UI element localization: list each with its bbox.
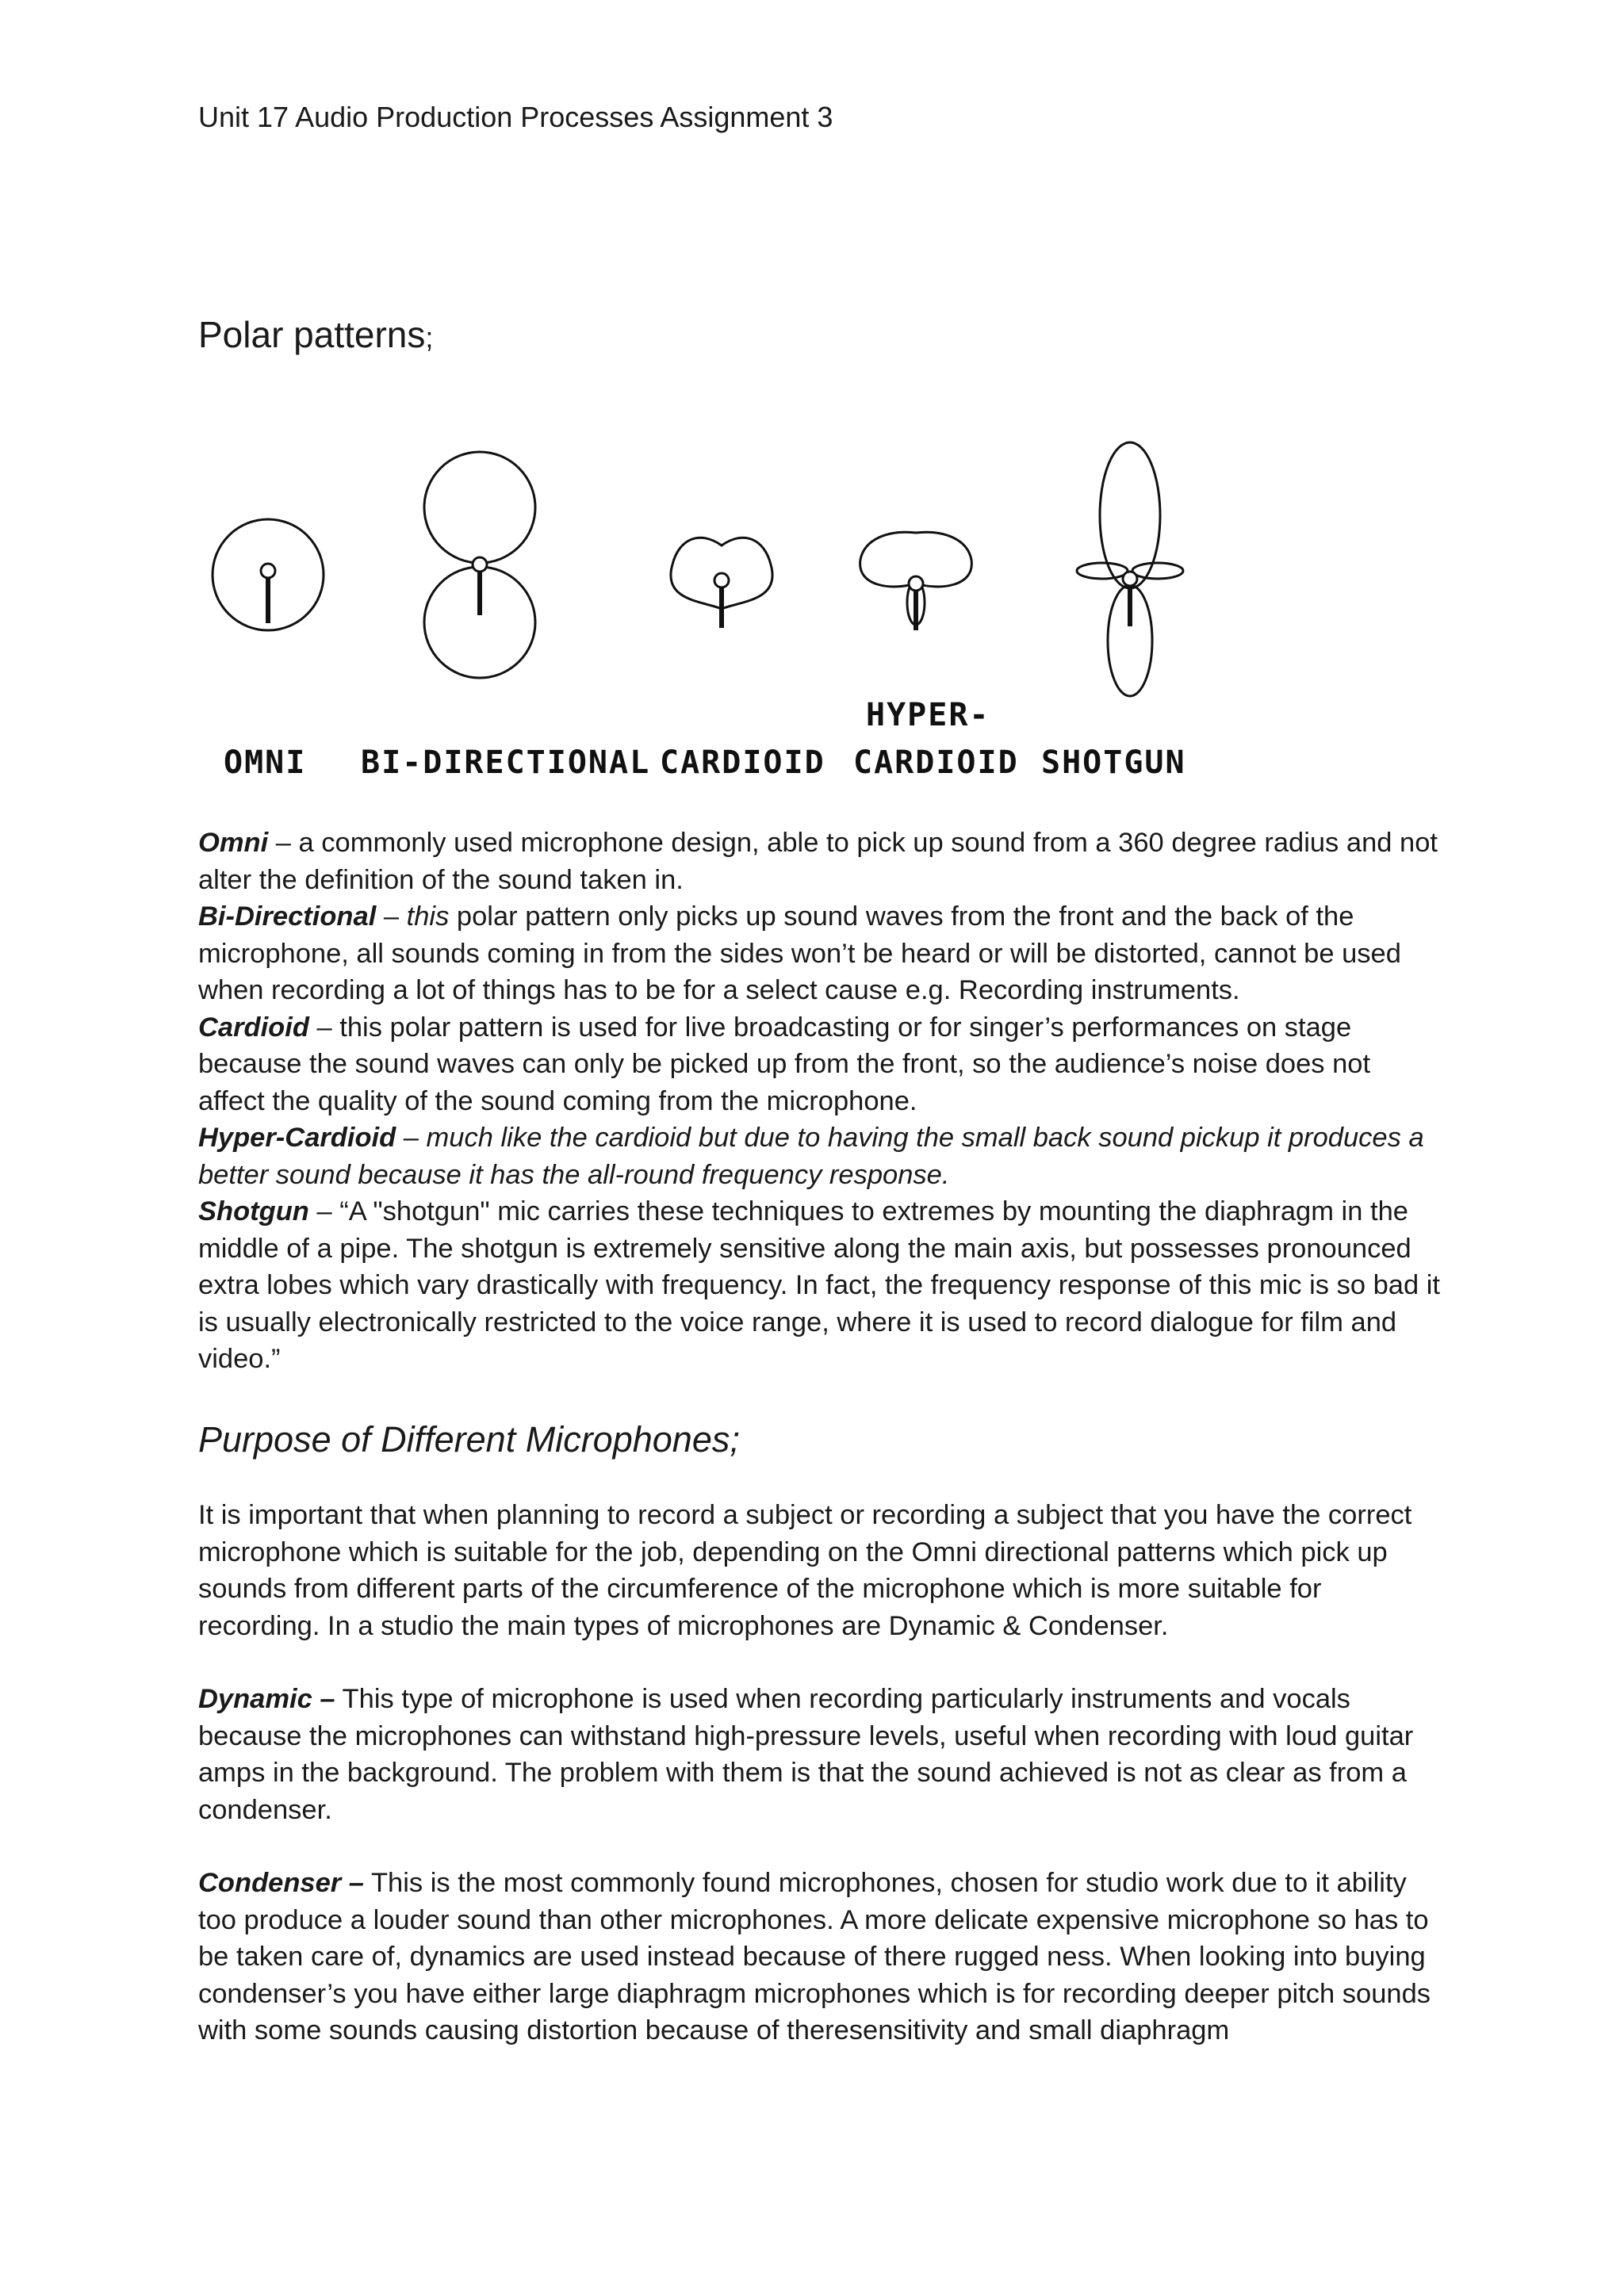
dynamic-paragraph xyxy=(198,1681,1443,1828)
shotgun-text: “A "shotgun" mic carries these techniques to extremes by mounting the diaphragm in the middle of a pipe. The shotgun is extremely sensitive along the main axis, but possesses pronounced extra lobes which vary drastically with frequency. In fact, the frequency response of this mic is so bad it is usually electronically restricted to the voice range, where it is used to record dialogue for film and video.” xyxy=(198,1196,1440,1374)
dynamic-text: This type of microphone is used when recording particularly instruments and vocals because the microphones can withstand high-pressure levels, useful when recording with loud guitar amps in the background. The problem with them is that the sound achieved is not as clear as from a condenser. xyxy=(198,1684,1414,1825)
cardioid-label: CARDIOID xyxy=(660,744,825,781)
omni-definition xyxy=(198,825,1443,898)
hypercardioid-label-top: HYPER- xyxy=(866,697,990,733)
document-header: Unit 17 Audio Production Processes Assignment 3 xyxy=(198,101,833,133)
omni-dash: – xyxy=(268,828,299,858)
shotgun-definition xyxy=(198,1193,1443,1378)
omni-pattern xyxy=(213,519,324,630)
omni-term: Omni xyxy=(198,828,269,858)
hypercardioid-pattern xyxy=(860,532,972,630)
cardioid-term: Cardioid xyxy=(198,1012,309,1043)
purpose-intro xyxy=(198,1497,1443,1644)
shotgun-label: SHOTGUN xyxy=(1041,744,1186,781)
cardioid-definition xyxy=(198,1009,1443,1120)
bidirectional-dash: – xyxy=(376,901,407,932)
hypercardioid-definition xyxy=(198,1119,1443,1193)
polar-patterns-diagram xyxy=(198,428,1213,793)
bidirectional-text: polar pattern only picks up sound waves from the front and the back of the microphone, all sounds coming in from the sides won’t be heard or will be distorted, cannot be used when recording a lot of things has to be for a select cause e.g. Recording instruments. xyxy=(198,901,1401,1005)
shotgun-pattern xyxy=(1077,442,1183,696)
bidirectional-term: Bi-Directional xyxy=(198,901,377,932)
purpose-intro-text: It is important that when planning to record a subject or recording a subject that you have the correct microphone which is suitable for the job, depending on the Omni directional patterns which pick up sounds from different parts of the circumference of the microphone which is more suitable for recording. In a studio the main types of microphones are Dynamic & Condenser. xyxy=(198,1500,1412,1641)
bidirectional-definition xyxy=(198,898,1443,1009)
cardioid-pattern xyxy=(671,538,772,628)
hypercardioid-text: – much like the cardioid but due to having the small back sound pickup it produces a better sound because it has the all-round frequency response. xyxy=(198,1123,1424,1190)
polar-definitions xyxy=(198,825,1443,1378)
condenser-term: Condenser – xyxy=(198,1868,364,1898)
cardioid-text: this polar pattern is used for live broadcasting or for singer’s performances on stage because the sound waves can only be picked up from the front, so the audience’s noise does not affect the quality of the sound coming from the microphone. xyxy=(198,1012,1371,1116)
condenser-text: This is the most commonly found microphones, chosen for studio work due to it ability too produce a louder sound than other microphones. A more delicate expensive microphone so has to be taken care of, dynamics are used instead because of there rugged ness. When looking into buying condenser’s you have either large diaphragm microphones which is for recording deeper pitch sounds with some sounds causing distortion because of theresensitivity and small diaphragm xyxy=(198,1868,1431,2045)
polar-patterns-figure xyxy=(198,428,1213,793)
polar-patterns-heading-text: Polar patterns xyxy=(198,314,426,355)
bidirectional-italic-word: this xyxy=(406,901,450,932)
condenser-paragraph xyxy=(198,1865,1443,2049)
shotgun-dash: – xyxy=(308,1196,340,1226)
omni-text: a commonly used microphone design, able to pick up sound from a 360 degree radius and not alter the definition of the sound taken in. xyxy=(198,828,1438,895)
hypercardioid-term: Hyper-Cardioid xyxy=(198,1123,396,1153)
dynamic-section xyxy=(198,1681,1443,1828)
bidirectional-pattern xyxy=(424,452,535,678)
shotgun-term: Shotgun xyxy=(198,1196,309,1226)
polar-patterns-heading xyxy=(198,311,433,362)
dynamic-term: Dynamic – xyxy=(198,1684,335,1714)
condenser-section xyxy=(198,1865,1443,2049)
hypercardioid-label-bottom: CARDIOID xyxy=(853,744,1019,781)
omni-label: OMNI xyxy=(224,744,307,781)
cardioid-dash: – xyxy=(308,1012,340,1043)
polar-patterns-heading-suffix: ; xyxy=(425,321,434,354)
purpose-heading: Purpose of Different Microphones; xyxy=(198,1419,740,1460)
bidirectional-label: BI-DIRECTIONAL xyxy=(361,744,651,781)
